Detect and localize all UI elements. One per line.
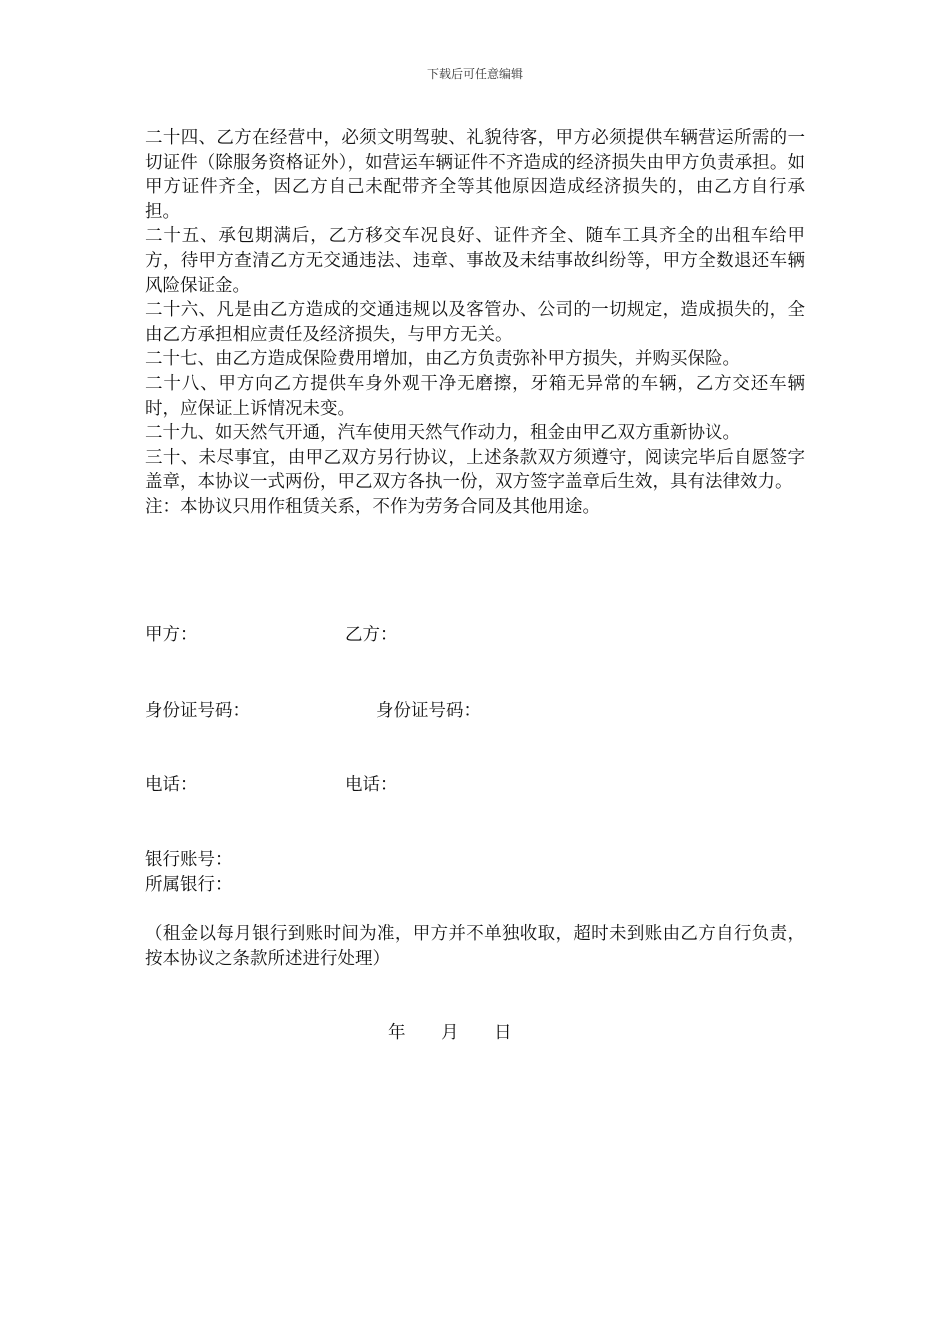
bank-info [145, 848, 233, 897]
party-a-phone-label: 电话： [145, 775, 198, 795]
clause-29: 二十九、如天然气开通，汽车使用天然气作动力，租金由甲乙双方重新协议。 [145, 423, 740, 444]
party-a-id-label: 身份证号码： [145, 701, 250, 721]
clause-28: 二十八、甲方向乙方提供车身外观干净无磨擦，牙箱无异常的车辆，乙方交还车辆时，应保证上诉情况未变。 [145, 373, 805, 419]
clause-26: 二十六、凡是由乙方造成的交通违规以及客管办、公司的一切规定，造成损失的，全由乙方承担相应责任及经济损失，与甲方无关。 [145, 300, 805, 345]
bank-account-label: 银行账号： [145, 850, 233, 870]
party-b-label: 乙方： [345, 625, 398, 645]
party-b-id-label: 身份证号码： [376, 701, 481, 721]
clause-24: 二十四、乙方在经营中，必须文明驾驶、礼貌待客，甲方必须提供车辆营运所需的一切证件（除服务资格证外），如营运车辆证件不齐造成的经济损失由甲方负责承担。如甲方证件齐全，因乙方自己未配带齐全等其他原因造成经济损失的，由乙方自行承担。 [145, 128, 805, 222]
party-a-label: 甲方： [145, 625, 198, 645]
page-header: 下载后可任意编辑 [426, 67, 523, 81]
id-number-row [145, 699, 481, 723]
party-b-phone-label: 电话： [345, 775, 398, 795]
clause-list [145, 126, 805, 520]
date-day-label: 日 [494, 1023, 512, 1043]
rent-payment-note: （租金以每月银行到账时间为准，甲方并不单独收取，超时未到账由乙方自行负责，按本协议之条款所述进行处理） [145, 924, 805, 969]
date-year-label: 年 [388, 1023, 406, 1043]
agreement-note: 注：本协议只用作租赁关系，不作为劳务合同及其他用途。 [145, 496, 600, 517]
date-line [388, 1021, 512, 1045]
date-month-label: 月 [441, 1023, 459, 1043]
bank-name-label: 所属银行： [145, 874, 233, 895]
phone-row [145, 773, 398, 797]
clause-30: 三十、未尽事宜，由甲乙双方另行协议，上述条款双方须遵守，阅读完毕后自愿签字盖章，本协议一式两份，甲乙双方各执一份，双方签字盖章后生效，具有法律效力。 [145, 447, 805, 493]
clause-25: 二十五、承包期满后，乙方移交车况良好、证件齐全、随车工具齐全的出租车给甲方，待甲方查清乙方无交通违法、违章、事故及未结事故纠纷等，甲方全数退还车辆风险保证金。 [145, 226, 805, 296]
clause-27: 二十七、由乙方造成保险费用增加，由乙方负责弥补甲方损失，并购买保险。 [145, 349, 740, 370]
party-row [145, 623, 398, 647]
